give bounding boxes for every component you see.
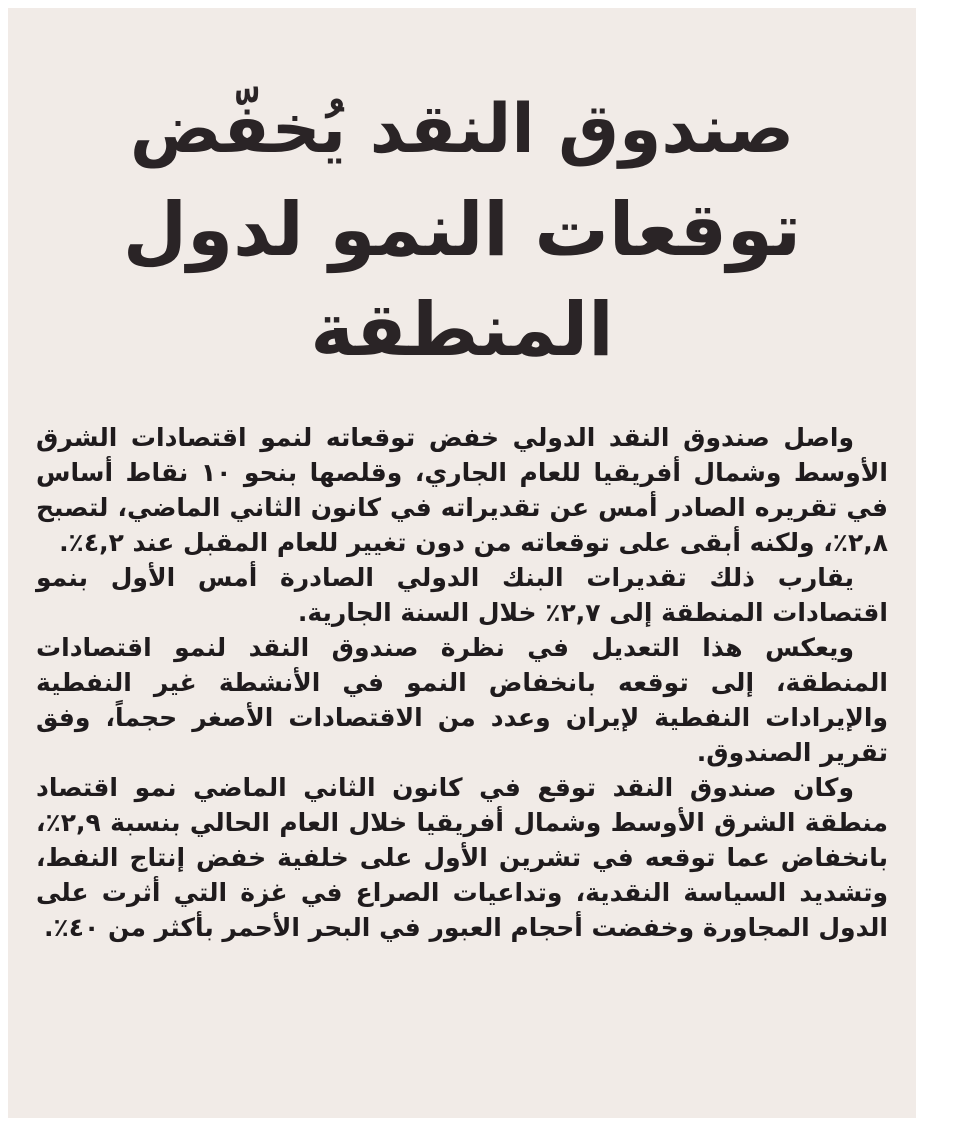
article-paragraph-3: ويعكس هذا التعديل في نظرة صندوق النقد لنمو اقتصادات المنطقة، إلى توقعه بانخفاض النمو في الأنشطة غير النفطية والإيرادات النفطية لإيران وعدد من الاقتصادات الأصغر حجماً، وفق تقرير الصندوق.	[36, 633, 888, 767]
newspaper-clipping	[8, 8, 916, 1118]
article-headline	[36, 80, 888, 380]
headline-line-1: صندوق النقد يُخفّض	[129, 90, 795, 169]
article-paragraph-1: واصل صندوق النقد الدولي خفض توقعاته لنمو اقتصادات الشرق الأوسط وشمال أفريقيا للعام الجاري، وقلصها بنحو ١٠ نقاط أساس في تقريره الصادر أمس عن تقديراته في كانون الثاني الماضي، لتصبح ٢,٨٪، ولكنه أبقى على توقعاته من دون تغيير للعام المقبل عند ٤,٢٪.	[36, 423, 888, 557]
article-paragraph-4: وكان صندوق النقد توقع في كانون الثاني الماضي نمو اقتصاد منطقة الشرق الأوسط وشمال أفريقيا خلال العام الحالي بنسبة ٢,٩٪، بانخفاض عما توقعه في تشرين الأول على خلفية خفض إنتاج النفط، وتشديد السياسة النقدية، وتداعيات الصراع في غزة التي أثرت على الدول المجاورة وخفضت أحجام العبور في البحر الأحمر بأكثر من ٤٠٪.	[36, 773, 888, 942]
headline-line-2: توقعات النمو لدول المنطقة	[122, 187, 802, 373]
article-paragraph-2: يقارب ذلك تقديرات البنك الدولي الصادرة أمس الأول بنمو اقتصادات المنطقة إلى ٢,٧٪ خلال السنة الجارية.	[36, 563, 888, 627]
article-body	[36, 420, 888, 945]
